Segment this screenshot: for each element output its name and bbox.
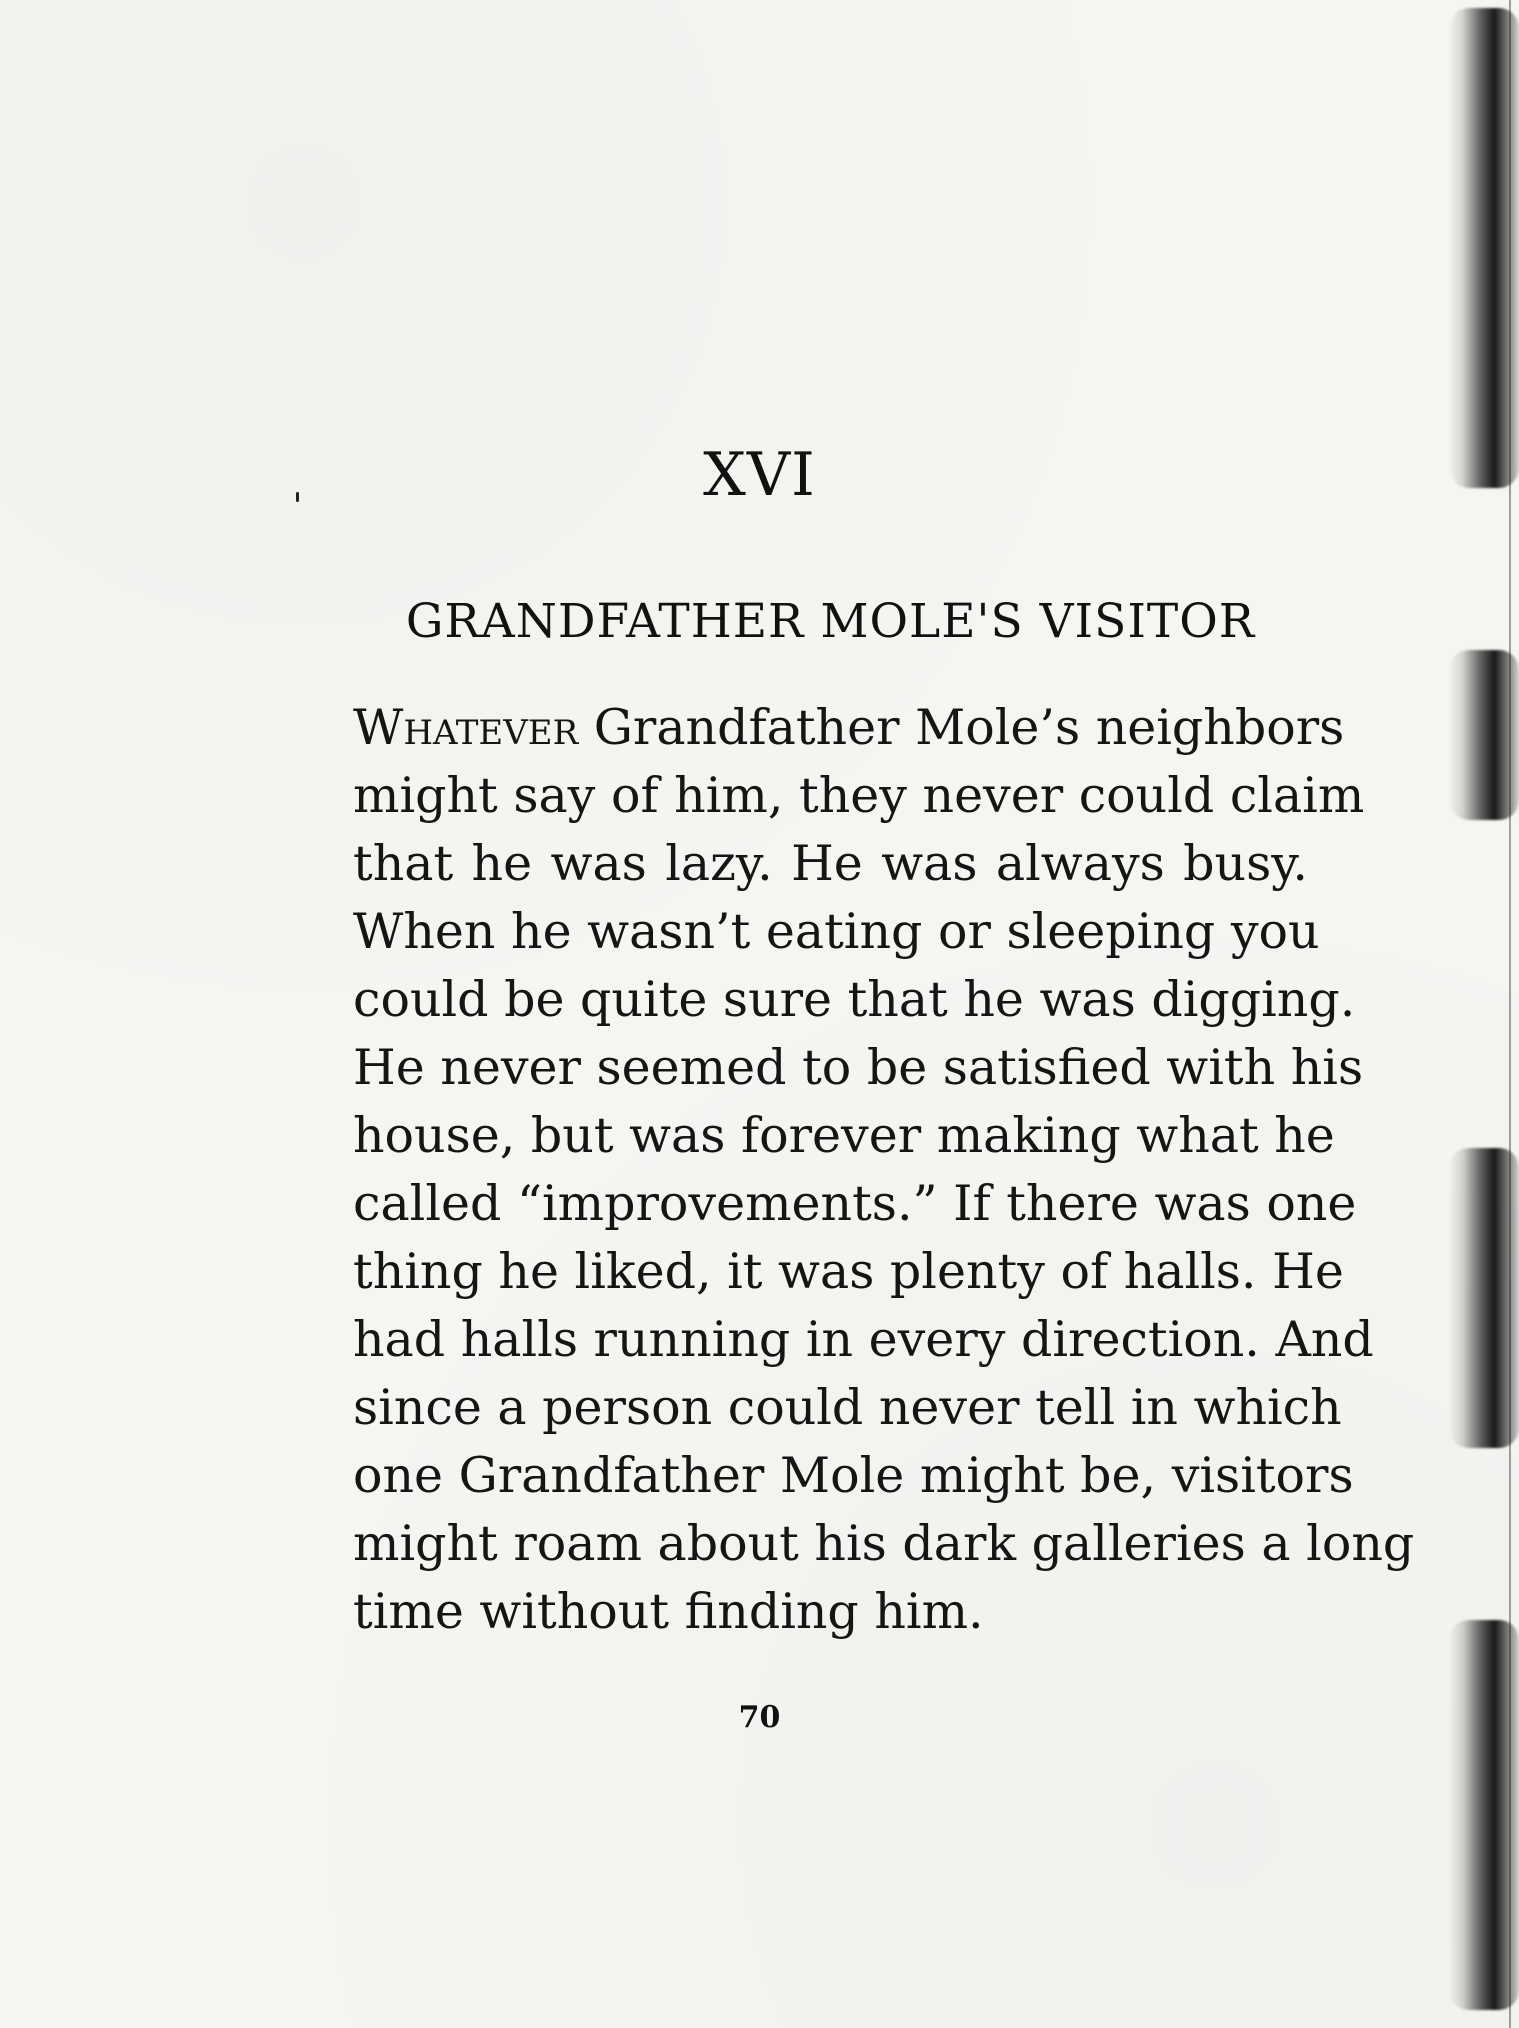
binding-edge	[1509, 0, 1511, 2028]
text-line: one Grandfather Mole might be, visitors	[353, 1447, 1354, 1504]
text-line: might say of him, they never could claim	[353, 767, 1365, 824]
page-number: 70	[738, 1700, 781, 1735]
chapter-title: GRANDFATHER MOLE'S VISITOR	[405, 594, 1256, 649]
text-line: called “improvements.” If there was one	[353, 1175, 1357, 1232]
text-line: that he was lazy. He was always busy.	[353, 835, 1308, 892]
chapter-number: XVI	[703, 440, 816, 510]
text-line: could be quite sure that he was digging.	[353, 971, 1356, 1028]
chapter-body	[353, 694, 1415, 1646]
opening-word: Whatever	[353, 699, 579, 756]
text-line: since a person could never tell in which	[353, 1379, 1342, 1436]
text-line: thing he liked, it was plenty of halls. He	[353, 1243, 1344, 1300]
text-line: might roam about his dark galleries a long	[353, 1515, 1415, 1572]
text-line: house, but was forever making what he	[353, 1107, 1335, 1164]
text-line: He never seemed to be satisfied with his	[353, 1039, 1364, 1096]
text-line: had halls running in every direction. And	[353, 1311, 1374, 1368]
text-line: When he wasn’t eating or sleeping you	[353, 903, 1320, 960]
text-line: Whatever Grandfather Mole’s neighbors	[353, 699, 1345, 756]
text-line: time without finding him.	[353, 1583, 984, 1640]
